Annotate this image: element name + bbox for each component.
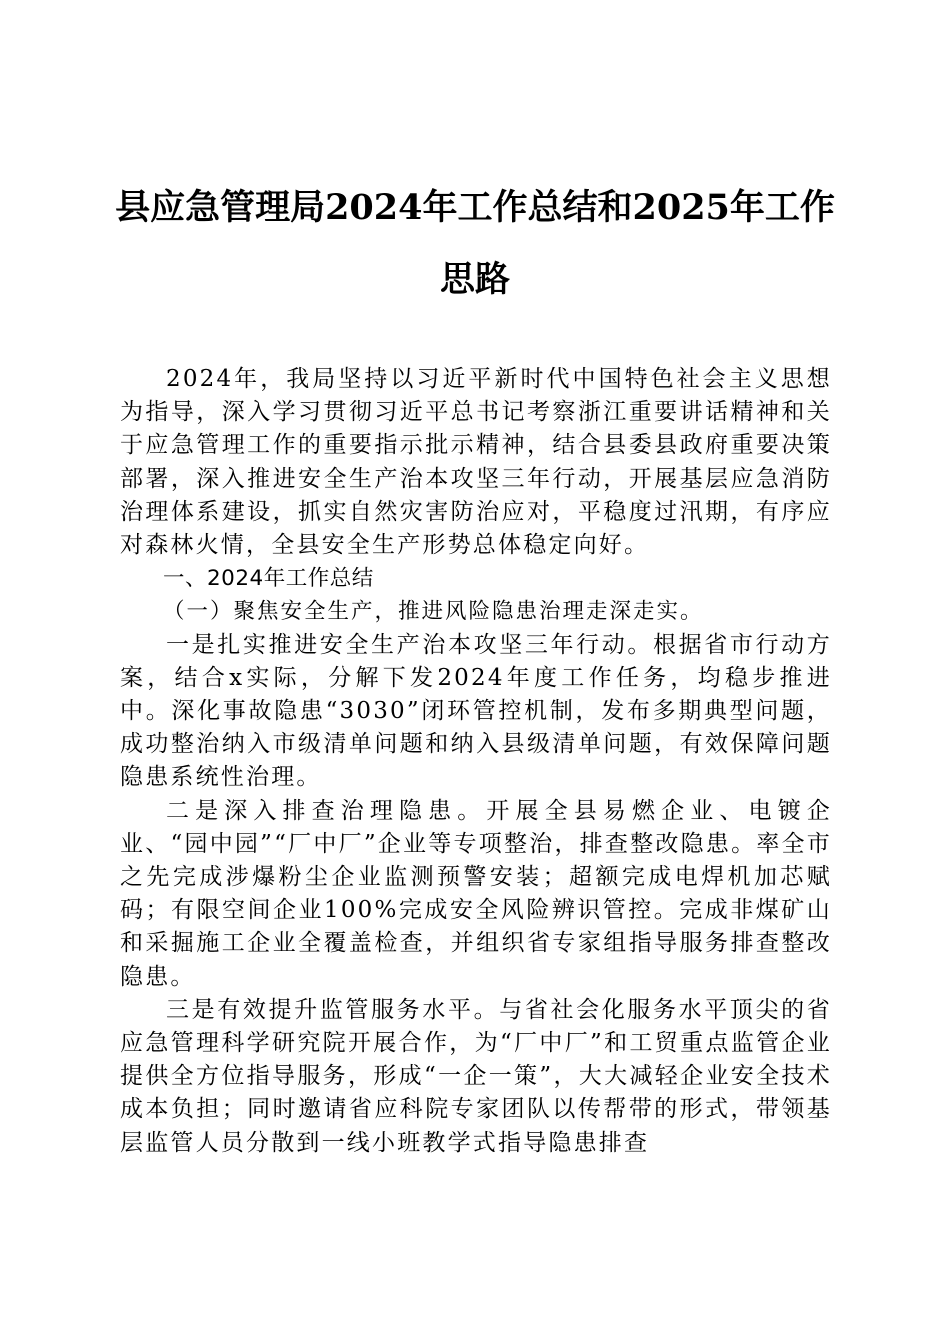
document-body bbox=[120, 363, 832, 1160]
subsection-heading: （一）聚焦安全生产，推进风险隐患治理走深走实。 bbox=[163, 599, 704, 625]
document-title bbox=[110, 172, 840, 316]
intro-paragraph: 2024年，我局坚持以习近平新时代中国特色社会主义思想为指导，深入学习贯彻习近平总书记考察浙江重要讲话精神和关于应急管理工作的重要指示批示精神，结合县委县政府重要决策部署，深入推进安全生产治本攻坚三年行动，开展基层应急消防治理体系建设，抓实自然灾害防治应对，平稳度过汛期，有序应对森林火情，全县安全生产形势总体稳定向好。 bbox=[120, 366, 832, 559]
item-paragraph-3: 三是有效提升监管服务水平。与省社会化服务水平顶尖的省应急管理科学研究院开展合作，为“厂中厂”和工贸重点监管企业提供全方位指导服务，形成“一企一策”，大大减轻企业安全技术成本负担；同时邀请省应科院专家团队以传帮带的形式，带领基层监管人员分散到一线小班教学式指导隐患排查 bbox=[120, 996, 832, 1156]
item-paragraph-2: 二是深入排查治理隐患。开展全县易燃企业、电镀企业、“园中园”“厂中厂”企业等专项整治，排查整改隐患。率全市之先完成涉爆粉尘企业监测预警安装；超额完成电焊机加芯赋码；有限空间企业100%完成安全风险辨识管控。完成非煤矿山和采掘施工企业全覆盖检查，并组织省专家组指导服务排查整改隐患。 bbox=[120, 797, 832, 990]
section-heading: 一、2024年工作总结 bbox=[163, 566, 374, 592]
title-line-1: 县应急管理局2024年工作总结和2025年工作 bbox=[115, 187, 835, 228]
title-line-2: 思路 bbox=[439, 259, 510, 300]
item-paragraph-1: 一是扎实推进安全生产治本攻坚三年行动。根据省市行动方案，结合x实际，分解下发2024年度工作任务，均稳步推进中。深化事故隐患“3030”闭环管控机制，发布多期典型问题，成功整治纳入市级清单问题和纳入县级清单问题，有效保障问题隐患系统性治理。 bbox=[120, 631, 832, 791]
